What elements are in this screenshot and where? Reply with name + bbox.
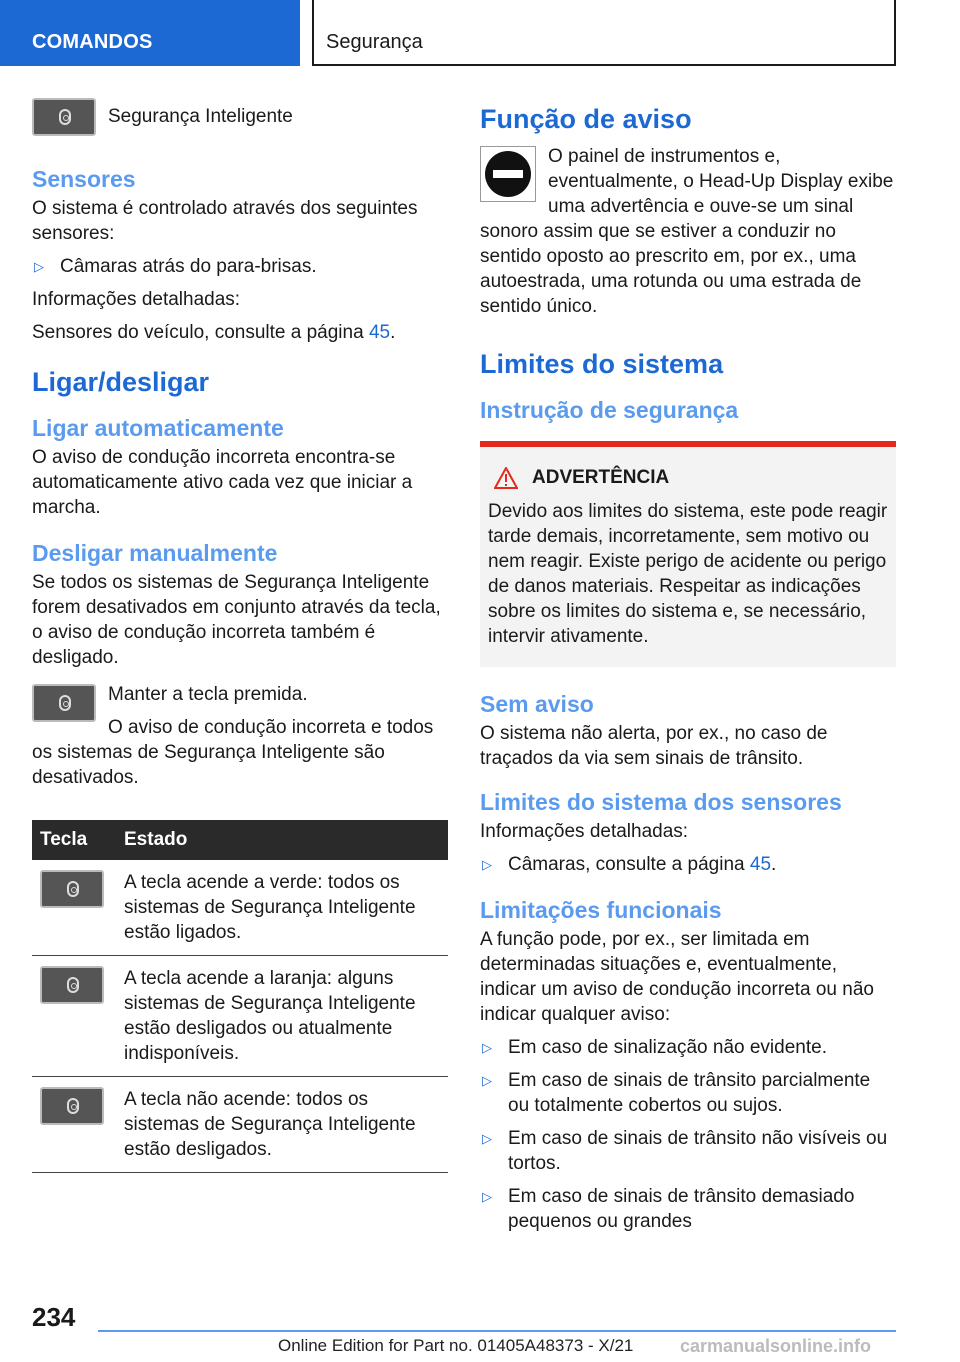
page-link-45[interactable]: 45 xyxy=(368,322,391,343)
left-column xyxy=(32,96,448,1173)
list-item xyxy=(480,852,896,877)
heading-ligar-desligar: Ligar/desligar xyxy=(32,367,210,397)
page-number: 234 xyxy=(32,1302,76,1332)
manter-text: Manter a tecla premida. xyxy=(108,684,308,705)
bullet-text: Câmaras atrás do para-brisas. xyxy=(60,256,317,277)
list-item xyxy=(480,1035,896,1060)
header-section-tab xyxy=(0,0,300,66)
safety-key-icon xyxy=(32,98,96,136)
no-entry-sign-icon xyxy=(480,146,536,202)
safety-key-icon xyxy=(40,870,104,908)
heading-instrucao-seguranca: Instrução de segurança xyxy=(480,397,739,423)
table-row xyxy=(32,956,448,1077)
heading-ligar-auto: Ligar automaticamente xyxy=(32,415,284,441)
heading-limites-sistema: Limites do sistema xyxy=(480,349,724,379)
header-section-label: COMANDOS xyxy=(32,31,153,53)
sensores-text: O sistema é controlado através dos seguintes sensores: xyxy=(32,198,418,244)
triangle-bullet-icon: ▷ xyxy=(482,1189,492,1204)
list-item xyxy=(480,1068,896,1118)
bullet-text: Câmaras, consulte a página 45. xyxy=(508,854,777,875)
right-column xyxy=(480,96,896,1242)
table-row xyxy=(32,1077,448,1173)
auto-text: O aviso de condução incorreta encontra-se automaticamente ativo cada vez que iniciar a marcha. xyxy=(32,447,413,518)
footer-edition: Online Edition for Part no. 01405A48373 - X/21 xyxy=(278,1336,634,1355)
safety-key-icon xyxy=(40,966,104,1004)
list-item xyxy=(480,1184,896,1234)
triangle-bullet-icon: ▷ xyxy=(482,1131,492,1146)
funcao-text: O painel de instrumentos e, eventualmente, o Head-Up Display exibe uma advertência e ouve-se um sinal sonoro assim que se estiver a conduzir no sentido oposto ao prescrito em, por ex., uma autoestrada, uma rotunda ou uma estrada de sentido único. xyxy=(480,146,894,317)
safety-key-icon xyxy=(32,684,96,722)
table-cell: A tecla não acende: todos os sistemas de Segurança Inteligente estão desligados. xyxy=(116,1077,448,1173)
bullet-text: Em caso de sinais de trânsito parcialmente ou totalmente cobertos ou sujos. xyxy=(508,1070,871,1116)
manual-text: Se todos os sistemas de Segurança Inteligente forem desativados em conjunto através da tecla, o aviso de condução incorreta também é desligado. xyxy=(32,572,441,668)
page-link-45[interactable]: 45 xyxy=(749,854,772,875)
ref-text: Sensores do veículo, consulte a página xyxy=(32,322,369,343)
triangle-bullet-icon: ▷ xyxy=(482,1073,492,1088)
safety-key-icon xyxy=(40,1087,104,1125)
table-cell: A tecla acende a verde: todos os sistemas de Segurança Inteligente estão ligados. xyxy=(116,860,448,956)
ref-text: Câmaras, consulte a página xyxy=(508,854,750,875)
limfunc-text: A função pode, por ex., ser limitada em determinadas situações e, eventualmente, indicar um aviso de condução incorreta ou não indicar qualquer aviso: xyxy=(480,929,874,1025)
table-header-state: Estado xyxy=(116,820,448,860)
warning-header xyxy=(494,467,888,489)
bullet-text: Em caso de sinalização não evidente. xyxy=(508,1037,827,1058)
table-row xyxy=(32,860,448,956)
header-chapter-box xyxy=(312,0,896,66)
heading-funcao-aviso: Função de aviso xyxy=(480,104,692,134)
bullet-text: Em caso de sinais de trânsito não visíveis ou tortos. xyxy=(508,1128,888,1174)
warning-text: Devido aos limites do sistema, este pode reagir tarde demais, incorretamente, sem motivo ou nem reagir. Existe perigo de acidente ou perigo de danos materiais. Respeitar as indicações sobre os limites do sistema e, se necessário, intervir ativamente. xyxy=(488,501,888,647)
table-header-key: Tecla xyxy=(32,820,116,860)
triangle-bullet-icon: ▷ xyxy=(482,857,492,872)
key-label: Segurança Inteligente xyxy=(108,106,293,127)
heading-sensores: Sensores xyxy=(32,166,136,192)
info-text: Informações detalhadas: xyxy=(480,821,689,842)
heading-limitacoes-funcionais: Limitações funcionais xyxy=(480,897,722,923)
info-text: Informações detalhadas: xyxy=(32,289,241,310)
list-item xyxy=(32,254,448,279)
header-chapter-label: Segurança xyxy=(326,31,423,53)
key-state-table xyxy=(32,820,448,1173)
heading-limites-sensores: Limites do sistema dos sensores xyxy=(480,789,842,815)
footer-divider xyxy=(98,1330,896,1332)
warning-triangle-icon xyxy=(494,467,518,489)
warning-title: ADVERTÊNCIA xyxy=(532,467,670,488)
heading-sem-aviso: Sem aviso xyxy=(480,691,594,717)
bullet-text: Em caso de sinais de trânsito demasiado pequenos ou grandes xyxy=(508,1186,855,1232)
desativ-text: O aviso de condução incorreta e todos os sistemas de Segurança Inteligente são desativados. xyxy=(32,717,434,788)
triangle-bullet-icon: ▷ xyxy=(482,1040,492,1055)
table-cell: A tecla acende a laranja: alguns sistemas de Segurança Inteligente estão desligados ou atualmente indisponíveis. xyxy=(116,956,448,1077)
triangle-bullet-icon: ▷ xyxy=(34,259,44,274)
watermark-text: carmanualsonline.info xyxy=(680,1336,872,1356)
semaviso-text: O sistema não alerta, por ex., no caso de traçados da via sem sinais de trânsito. xyxy=(480,723,828,769)
sensores-ref: Sensores do veículo, consulte a página 45. xyxy=(32,322,396,343)
heading-desligar-manual: Desligar manualmente xyxy=(32,540,278,566)
list-item xyxy=(480,1126,896,1176)
warning-box xyxy=(480,441,896,667)
